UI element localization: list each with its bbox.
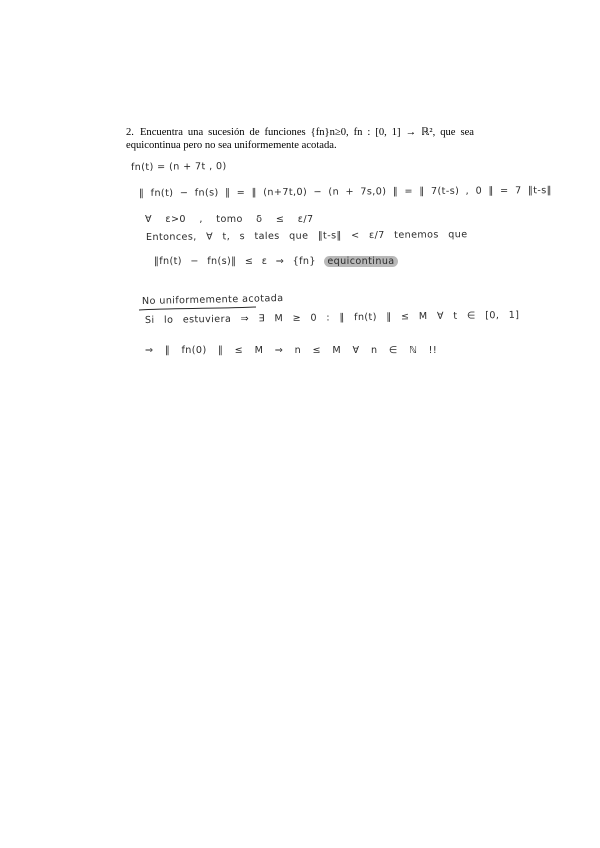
- handwritten-contradiction-result: ⇒ ‖ fn(0) ‖ ≤ M ⇒ n ≤ M ∀ n ∈ ℕ !!: [145, 345, 438, 356]
- handwritten-conclusion-intro: Entonces, ∀ t, s tales que ‖t-s‖ < ε/7 tenemos que: [145, 229, 468, 243]
- handwritten-heading-not-bounded: No uniformemente acotada: [141, 293, 284, 307]
- handwritten-definition: fn(t) = (n + 7t , 0): [130, 160, 227, 173]
- highlighted-equicontinua: equicontinua: [324, 256, 397, 267]
- problem-number: 2.: [126, 127, 134, 138]
- handwritten-epsilon-delta: ∀ ε>0 , tomo δ ≤ ε/7: [145, 214, 314, 225]
- problem-statement: [126, 126, 474, 152]
- heading-underline: [138, 306, 258, 312]
- problem-text: Encuentra una sucesión de funciones {fn}n≥0, fn : [0, 1] → ℝ², que sea equicontinua pero no sea uniformemente acotada.: [126, 127, 474, 151]
- handwritten-equicontinuity: [154, 256, 398, 267]
- handwritten-inequality: ‖fn(t) − fn(s)‖ ≤ ε ⇒ {fn}: [154, 256, 316, 267]
- handwritten-norm-computation: ‖ fn(t) − fn(s) ‖ = ‖ (n+7t,0) − (n + 7s,0) ‖ = ‖ 7(t-s) , 0 ‖ = 7 ‖t-s‖: [138, 185, 552, 199]
- handwritten-contradiction-assumption: Si lo estuviera ⇒ ∃ M ≥ 0 : ‖ fn(t) ‖ ≤ M ∀ t ∈ [0, 1]: [144, 309, 520, 326]
